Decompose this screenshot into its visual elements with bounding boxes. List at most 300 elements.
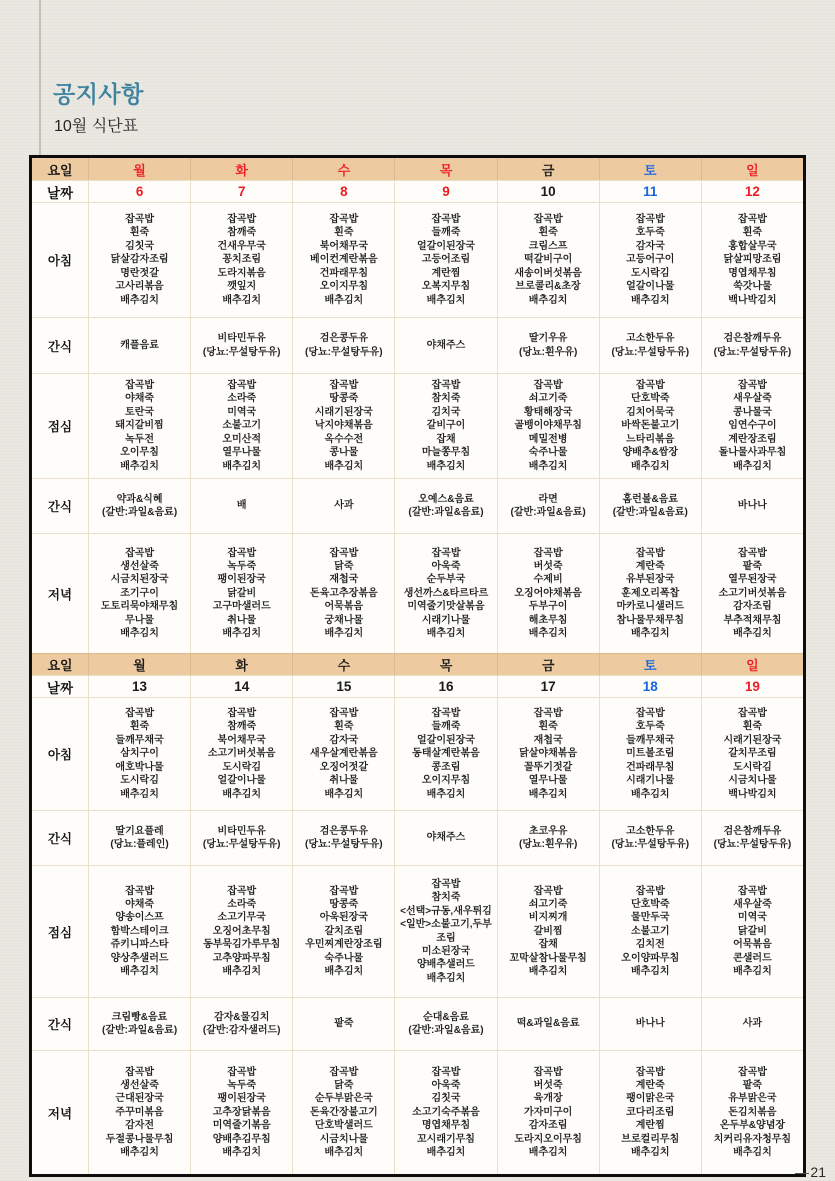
menu-lines: [202, 882, 281, 982]
menu-line: 검은콩두유: [319, 825, 368, 837]
menu-line: 떡갈비구이: [523, 254, 573, 266]
menu-line: 잡채: [538, 939, 558, 951]
snack1-cell: [190, 810, 292, 865]
menu-line: 잡곡밥: [329, 380, 359, 392]
menu-line: 닭갈비: [737, 925, 767, 937]
menu-line: 아욱죽: [431, 560, 461, 572]
menu-line: 참나물무채무침: [616, 614, 685, 626]
menu-line: 홍합살무국: [728, 240, 777, 252]
menu-line: 훈제오리폭찹: [621, 587, 680, 599]
menu-lines: [309, 544, 379, 644]
menu-line: 물만두국: [630, 912, 670, 924]
row-label-breakfast: 아침: [32, 697, 88, 810]
row-label-dinner: 저녁: [32, 533, 88, 653]
menu-line: (갈반:과일&음료): [101, 507, 178, 518]
week-2-section: [32, 653, 803, 1174]
date-cell: 19: [701, 675, 803, 697]
menu-lines: [625, 210, 675, 310]
menu-lines: [620, 1063, 680, 1163]
menu-line: 잡곡밥: [737, 547, 767, 559]
menu-line: 유부맑은국: [728, 1093, 777, 1105]
menu-line: 시금치나물: [728, 775, 777, 787]
menu-lines: [304, 329, 384, 362]
menu-line: 명엽채무침: [421, 1120, 471, 1132]
menu-lines: [713, 1063, 792, 1163]
menu-lines: [212, 544, 272, 644]
menu-line: 배추김치: [630, 966, 670, 978]
menu-line: 잡곡밥: [431, 708, 461, 720]
menu-line: 배추김치: [528, 788, 568, 800]
menu-line: 도라지볶음: [217, 267, 266, 279]
menu-lines: [101, 1008, 178, 1041]
row-snack1-week1: [32, 317, 803, 373]
menu-line: 잡곡밥: [737, 1066, 767, 1078]
snack2-cell: [599, 478, 701, 533]
menu-lines: [411, 704, 481, 804]
row-label-snack2: 간식: [32, 997, 88, 1050]
breakfast-cell: [497, 697, 599, 810]
breakfast-cell: [88, 697, 190, 810]
menu-line: 감자전: [125, 1120, 155, 1132]
menu-line: 배추김치: [120, 966, 159, 978]
menu-line: 잡곡밥: [227, 214, 257, 226]
menu-line: 배추김치: [222, 966, 262, 978]
date-cell: 17: [497, 675, 599, 697]
menu-line: 브로콜리&초장: [515, 281, 581, 293]
menu-line: 새우살죽: [733, 898, 772, 910]
menu-line: 오복지무침: [421, 281, 471, 293]
menu-lines: [713, 329, 793, 362]
menu-lines: [416, 210, 476, 310]
menu-line: 배추김치: [733, 460, 772, 472]
menu-line: 잡곡밥: [125, 885, 155, 897]
menu-line: 배추김치: [630, 1147, 670, 1159]
menu-line: 흰죽: [129, 227, 150, 239]
menu-line: 쥬키니파스타: [110, 939, 169, 951]
row-snack2-week2: [32, 997, 803, 1050]
menu-line: 캐플음료: [120, 339, 159, 351]
menu-line: 잡곡밥: [737, 380, 767, 392]
snack1-cell: [88, 810, 190, 865]
menu-line: 숙주나물: [324, 952, 364, 964]
menu-line: 배추김치: [222, 1147, 262, 1159]
menu-line: 고추장닭볶음: [212, 1106, 271, 1118]
menu-line: 얼갈이된장국: [417, 734, 475, 746]
snack1-cell: [190, 317, 292, 373]
dinner-cell: [292, 1050, 394, 1174]
dinner-cell: [701, 1050, 803, 1174]
menu-line: (갈반:과일&음료): [612, 507, 688, 518]
menu-line: 배추김치: [426, 628, 466, 640]
menu-line: 검은참깨두유: [723, 825, 782, 837]
menu-lines: [207, 704, 277, 804]
lunch-cell: [599, 865, 701, 997]
date-cell: 8: [292, 180, 394, 202]
menu-lines: [309, 704, 379, 804]
menu-line: 팥죽: [334, 1018, 354, 1030]
snack2-cell: [394, 997, 496, 1050]
menu-line: 홈런볼&음료: [622, 493, 679, 505]
menu-line: 비타민두유: [217, 333, 266, 345]
menu-line: 잡곡밥: [533, 1066, 563, 1078]
row-label-snack2: 간식: [32, 478, 88, 533]
menu-line: 김칫국: [125, 240, 155, 252]
menu-line: 돌나물사과무침: [718, 447, 787, 459]
menu-line: 오미산적: [222, 433, 262, 445]
date-cell: 13: [88, 675, 190, 697]
menu-line: (당뇨:무설탕두유): [202, 839, 281, 850]
dinner-cell: [190, 1050, 292, 1174]
snack1-cell: [599, 317, 701, 373]
menu-line: 라면: [538, 493, 558, 505]
menu-line: 시래기나물: [421, 614, 471, 626]
menu-line: 녹두죽: [227, 1079, 257, 1091]
menu-lines: [713, 822, 793, 855]
menu-line: 떡&과일&음료: [516, 1018, 580, 1030]
menu-line: 약과&식혜: [116, 493, 163, 505]
menu-line: 잡곡밥: [125, 214, 155, 226]
menu-line: 콩조림: [431, 761, 461, 773]
menu-line: 무나물: [125, 614, 155, 626]
menu-line: 참치죽: [431, 393, 461, 405]
menu-lines: [333, 496, 354, 515]
lunch-cell: [190, 373, 292, 478]
menu-line: 흰죽: [742, 227, 763, 239]
menu-line: 우민찌계란장조림: [305, 939, 383, 951]
menu-line: 유부된장국: [626, 574, 675, 586]
menu-line: 돈육고추장볶음: [310, 587, 378, 599]
snack2-cell: [394, 478, 496, 533]
lunch-cell: [701, 865, 803, 997]
dinner-cell: [599, 533, 701, 653]
menu-line: 잡곡밥: [329, 547, 359, 559]
menu-line: 잡곡밥: [329, 885, 359, 897]
menu-line: 소불고기: [630, 925, 670, 937]
menu-line: 단호박죽: [630, 393, 670, 405]
menu-lines: [508, 882, 587, 982]
menu-line: 배추김치: [222, 294, 262, 306]
menu-line: 잡곡밥: [737, 214, 767, 226]
menu-line: 잡곡밥: [737, 885, 767, 897]
dinner-cell: [88, 533, 190, 653]
menu-line: (당뇨:무설탕두유): [305, 346, 383, 358]
menu-line: 감자&물김치: [213, 1011, 270, 1023]
menu-line: <일반>소불고기,두부: [400, 919, 492, 931]
menu-line: 수제비: [533, 574, 563, 586]
menu-lines: [114, 376, 164, 476]
menu-line: 애호박나물: [115, 761, 164, 773]
menu-line: 갈비찜: [533, 925, 563, 937]
menu-line: 잡곡밥: [227, 547, 257, 559]
day-cell: 금: [497, 653, 599, 675]
menu-line: 팽이된장국: [217, 1093, 266, 1105]
menu-line: 호두죽: [635, 227, 665, 239]
menu-line: 함박스테이크: [110, 925, 169, 937]
lunch-cell: [292, 373, 394, 478]
menu-line: 오징어초무침: [212, 925, 271, 937]
menu-line: 배추김치: [528, 1147, 568, 1159]
menu-line: 김치어묵국: [626, 406, 675, 418]
row-label-lunch: 점심: [32, 373, 88, 478]
menu-line: 쇠고기죽: [528, 393, 568, 405]
snack1-cell: [497, 810, 599, 865]
menu-line: 건파래무침: [626, 761, 675, 773]
row-breakfast-week2: [32, 697, 803, 810]
snack1-cell: [292, 317, 394, 373]
row-label-lunch: 점심: [32, 865, 88, 997]
menu-line: 오이양파무침: [621, 952, 680, 964]
menu-line: 주꾸미볶음: [115, 1106, 164, 1118]
dinner-cell: [497, 1050, 599, 1174]
menu-line: 잡곡밥: [635, 1066, 665, 1078]
day-cell: 화: [190, 653, 292, 675]
menu-line: 배추김치: [120, 788, 159, 800]
menu-lines: [718, 376, 788, 476]
menu-line: 부추적채무침: [723, 614, 782, 626]
date-cell: 9: [394, 180, 496, 202]
menu-line: 배추김치: [426, 788, 466, 800]
menu-line: 들깨무채국: [115, 734, 164, 746]
menu-line: 미역국: [227, 406, 257, 418]
menu-line: 동태살계란볶음: [412, 748, 480, 760]
dinner-cell: [394, 533, 496, 653]
menu-line: 김치국: [431, 406, 461, 418]
menu-line: 순두부국: [426, 574, 466, 586]
menu-line: 배추김치: [733, 966, 772, 978]
menu-line: 배추김치: [630, 294, 670, 306]
menu-line: 녹두전: [125, 433, 155, 445]
menu-lines: [236, 496, 248, 515]
dinner-cell: [292, 533, 394, 653]
menu-line: 잡곡밥: [227, 380, 257, 392]
menu-line: 느타리볶음: [626, 433, 675, 445]
menu-line: 바나나: [737, 500, 767, 512]
menu-line: 마카로니샐러드: [616, 601, 685, 613]
menu-lines: [722, 704, 782, 804]
menu-line: 콩나물: [329, 447, 359, 459]
menu-line: 들깨무채국: [626, 734, 675, 746]
menu-line: 조기구이: [120, 587, 159, 599]
menu-line: 생선살죽: [120, 1079, 159, 1091]
menu-line: 육개장: [533, 1093, 563, 1105]
menu-line: 오징어젓갈: [319, 761, 368, 773]
page-subtitle: 10월 식단표: [54, 118, 139, 135]
menu-line: 도시락김: [222, 761, 262, 773]
menu-line: 두부구이: [528, 601, 568, 613]
menu-line: 오징어야채볶음: [514, 587, 582, 599]
menu-line: 야채죽: [125, 393, 155, 405]
menu-line: 단호박죽: [630, 898, 670, 910]
row-label-dates: 날짜: [32, 180, 88, 202]
menu-line: 감자국: [329, 734, 359, 746]
menu-line: 취나물: [227, 614, 257, 626]
menu-line: 양상추샐러드: [110, 952, 169, 964]
menu-line: 흰죽: [538, 227, 558, 239]
menu-line: 배추김치: [528, 966, 568, 978]
menu-line: 잡곡밥: [125, 547, 155, 559]
menu-line: 양배추샐러드: [417, 959, 475, 971]
menu-line: 옥수수전: [324, 433, 364, 445]
menu-line: 소불고기: [222, 420, 262, 432]
snack1-cell: [292, 810, 394, 865]
menu-line: 잡곡밥: [533, 885, 563, 897]
menu-line: 흰죽: [334, 721, 354, 733]
lunch-cell: [190, 865, 292, 997]
dinner-cell: [88, 1050, 190, 1174]
menu-line: 오예스&음료: [418, 493, 474, 505]
menu-lines: [202, 1008, 282, 1041]
menu-line: 팽이맑은국: [626, 1093, 675, 1105]
menu-line: 도시락김: [120, 775, 159, 787]
menu-line: 버섯죽: [533, 560, 563, 572]
menu-line: (당뇨:무설탕두유): [202, 346, 281, 358]
menu-line: 고추양파무침: [212, 952, 271, 964]
menu-line: 사과: [742, 1018, 763, 1030]
date-cell: 11: [599, 180, 701, 202]
menu-line: 임연수구이: [728, 420, 777, 432]
menu-line: 양배추김무침: [212, 1133, 271, 1145]
menu-line: 계란찜: [635, 1120, 665, 1132]
menu-line: 오이무침: [120, 447, 159, 459]
menu-line: 잡곡밥: [125, 708, 155, 720]
menu-line: (당뇨:무설탕두유): [305, 839, 383, 850]
menu-lines: [426, 336, 467, 355]
menu-line: 새우살죽: [733, 393, 772, 405]
menu-line: 열무나물: [222, 447, 262, 459]
menu-line: 땅콩죽: [329, 898, 359, 910]
menu-lines: [221, 376, 262, 476]
menu-line: 소고기무국: [217, 912, 266, 924]
menu-line: 시금치나물: [319, 1133, 368, 1145]
menu-lines: [610, 329, 690, 362]
menu-line: 황태해장국: [523, 406, 573, 418]
menu-line: 잡곡밥: [635, 380, 665, 392]
menu-line: 참깨죽: [227, 227, 257, 239]
menu-line: 베이컨계란볶음: [310, 254, 378, 266]
menu-line: 잡곡밥: [533, 380, 563, 392]
menu-lines: [411, 1063, 481, 1163]
menu-line: 가자미구이: [523, 1106, 573, 1118]
menu-line: 갈치조림: [324, 925, 364, 937]
menu-lines: [513, 544, 583, 644]
menu-lines: [635, 1014, 666, 1033]
menu-line: 배추김치: [528, 294, 568, 306]
menu-lines: [516, 1014, 581, 1033]
menu-line: 검은콩두유: [319, 333, 368, 345]
menu-line: 닭살야채볶음: [519, 748, 578, 760]
menu-line: 잡채: [436, 433, 456, 445]
menu-line: 명엽채무침: [728, 267, 777, 279]
menu-line: 마늘쫑무침: [421, 447, 471, 459]
menu-line: 브로컬리무침: [621, 1133, 680, 1145]
menu-line: 생선까스&타르타르: [403, 587, 489, 599]
menu-lines: [119, 336, 160, 355]
menu-line: 배추김치: [222, 460, 262, 472]
date-cell: 10: [497, 180, 599, 202]
date-cell: 14: [190, 675, 292, 697]
menu-lines: [615, 544, 685, 644]
day-cell: 토: [599, 653, 701, 675]
snack2-cell: [497, 478, 599, 533]
menu-line: 꼬막살참나물무침: [509, 952, 587, 964]
menu-line: 딸기요플레: [115, 825, 164, 837]
menu-line: 배추김치: [426, 294, 466, 306]
menu-line: 배추김치: [222, 628, 262, 640]
menu-line: 꼴뚜기젓갈: [523, 761, 573, 773]
snack2-cell: [88, 478, 190, 533]
menu-line: (당뇨:흰우유): [518, 346, 578, 358]
menu-lines: [202, 329, 282, 362]
row-dates-week1: [32, 180, 803, 202]
lunch-cell: [88, 373, 190, 478]
menu-line: 야채주스: [426, 832, 466, 844]
menu-line: 두절콩나물무침: [105, 1133, 174, 1145]
menu-line: (당뇨:흰우유): [518, 839, 578, 850]
menu-line: 배추김치: [324, 1147, 364, 1159]
menu-line: 순두부맑은국: [314, 1093, 373, 1105]
menu-line: (당뇨:플레인): [110, 839, 169, 850]
week-1-section: [32, 158, 803, 653]
menu-line: 배추김치: [120, 294, 159, 306]
menu-line: 딸기우유: [528, 333, 568, 345]
menu-line: 꼬시래기무침: [417, 1133, 475, 1145]
row-lunch-week2: [32, 865, 803, 997]
row-dinner-week2: [32, 1050, 803, 1174]
menu-line: (갈반:과일&음료): [510, 507, 586, 518]
menu-lines: [610, 822, 690, 855]
menu-lines: [304, 882, 383, 982]
lunch-cell: [292, 865, 394, 997]
lunch-cell: [394, 865, 496, 997]
menu-line: 고등어조림: [421, 254, 471, 266]
day-cell: 목: [394, 158, 496, 180]
menu-line: 들깨죽: [431, 721, 461, 733]
breakfast-cell: [599, 202, 701, 317]
dinner-cell: [701, 533, 803, 653]
menu-line: 배추김치: [733, 628, 772, 640]
menu-lines: [620, 376, 680, 476]
menu-line: 재첩국: [329, 574, 359, 586]
menu-lines: [202, 822, 282, 855]
snack1-cell: [701, 810, 803, 865]
menu-line: 잡곡밥: [329, 1066, 359, 1078]
menu-line: (당뇨:무설탕두유): [611, 839, 690, 850]
menu-lines: [407, 490, 484, 523]
snack2-cell: [190, 997, 292, 1050]
menu-line: (당뇨:무설탕두유): [611, 346, 690, 358]
menu-line: 호두죽: [635, 721, 665, 733]
menu-line: 코다리조림: [626, 1106, 675, 1118]
day-cell: 토: [599, 158, 701, 180]
breakfast-cell: [190, 697, 292, 810]
menu-line: 비타민두유: [217, 825, 266, 837]
menu-line: 닭살감자조림: [110, 254, 169, 266]
menu-line: 잡곡밥: [635, 214, 665, 226]
menu-line: 김치전: [635, 939, 665, 951]
menu-line: 동부묵김가루무침: [203, 939, 281, 951]
lunch-cell: [497, 865, 599, 997]
menu-line: 감자조림: [528, 1120, 568, 1132]
menu-line: 양송이스프: [115, 912, 164, 924]
menu-line: (당뇨:무설탕두유): [713, 839, 792, 850]
menu-line: 배추김치: [426, 1147, 466, 1159]
breakfast-cell: [497, 202, 599, 317]
menu-line: 양배추&쌈장: [622, 447, 679, 459]
menu-lines: [101, 490, 178, 523]
date-cell: 7: [190, 180, 292, 202]
day-cell: 수: [292, 653, 394, 675]
menu-line: 도시락김: [630, 267, 670, 279]
